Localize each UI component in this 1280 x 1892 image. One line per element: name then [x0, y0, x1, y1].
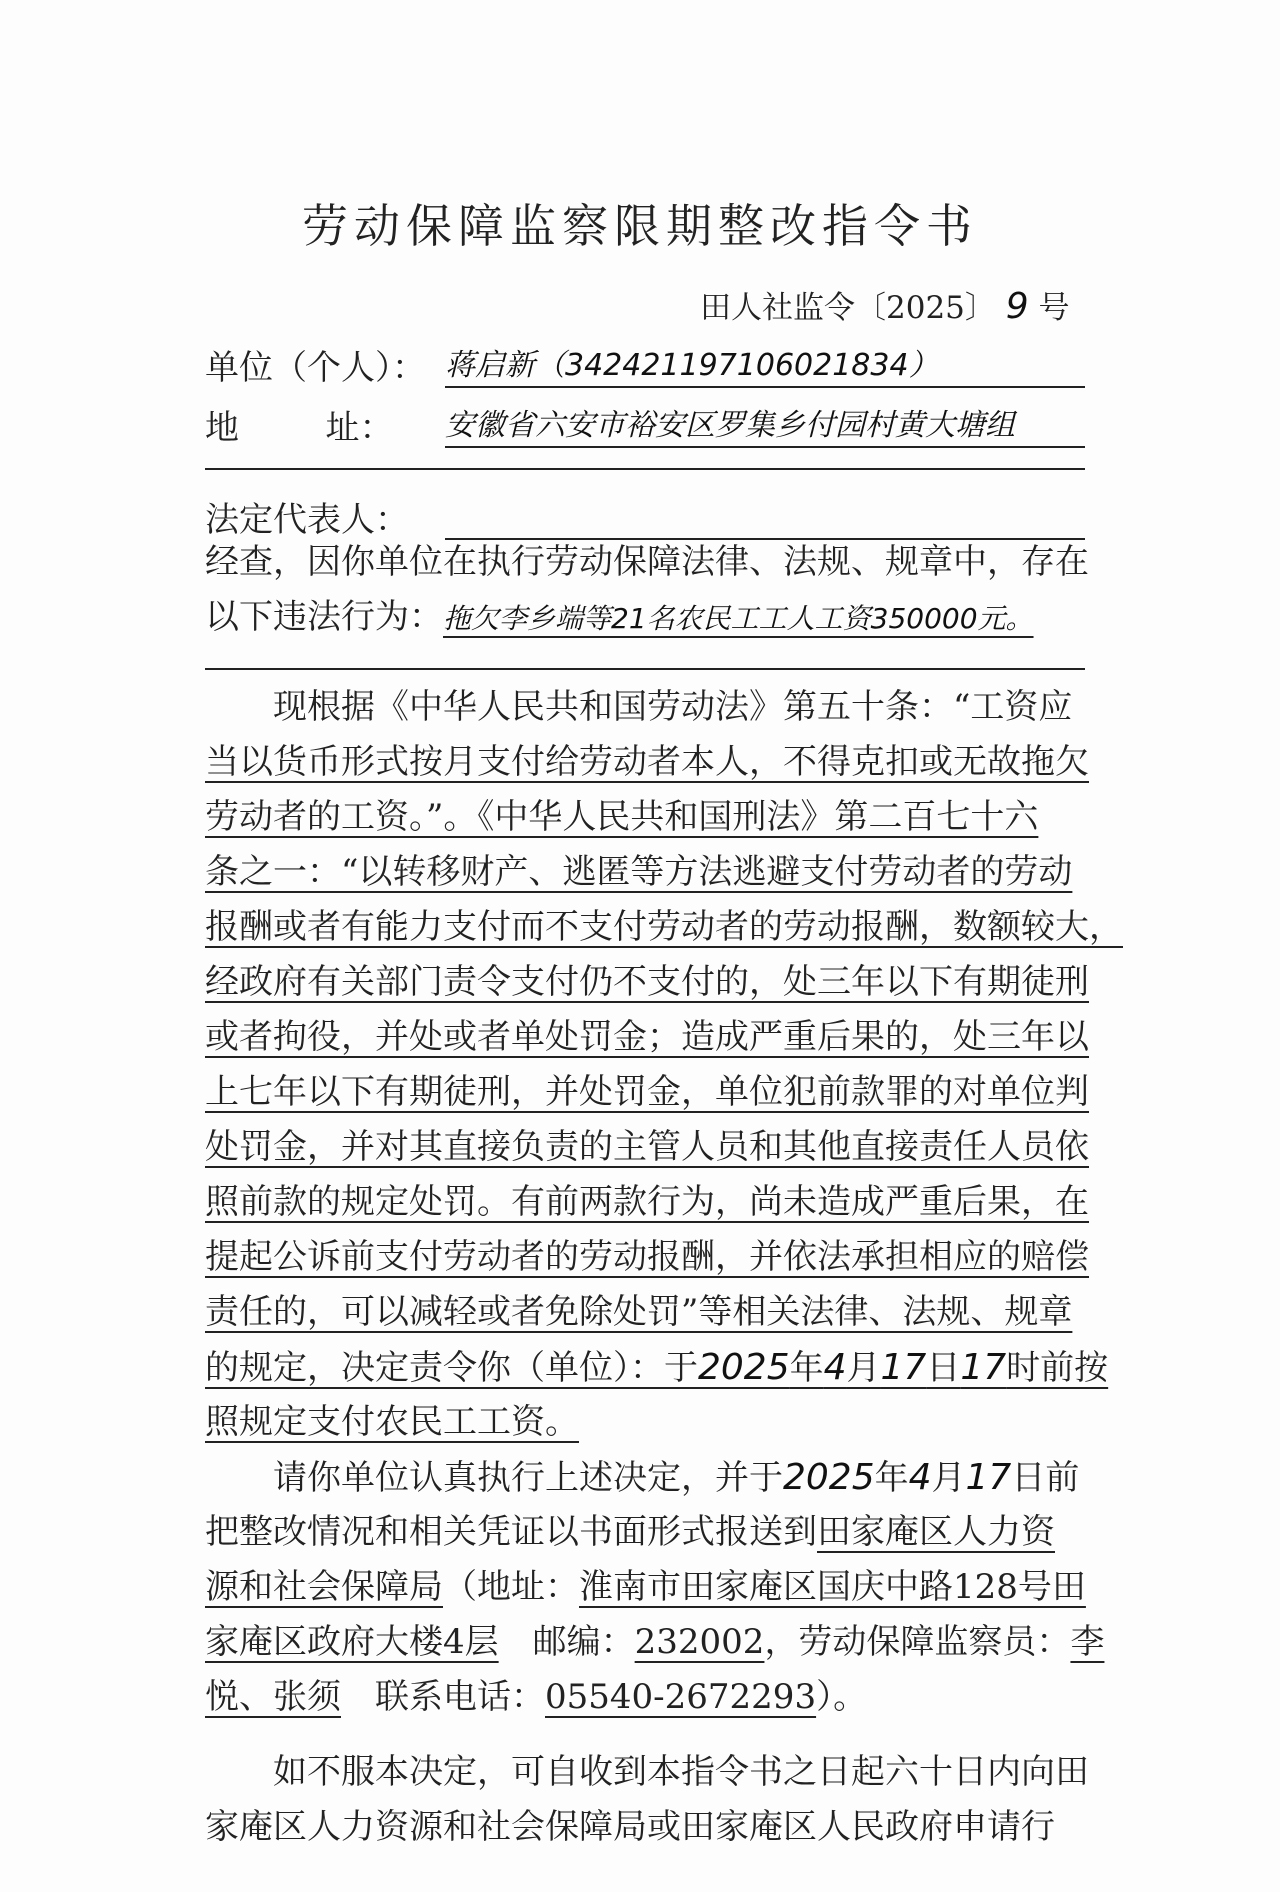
address-value: 安徽省六安市裕安区罗集乡付园村黄大塘组 — [445, 408, 1015, 443]
violation-value-line — [443, 590, 1034, 646]
report-line-4 — [205, 1615, 1105, 1670]
report-phone-label: 联系电话： — [375, 1677, 545, 1717]
report-agency-2: 源和社会保障局 — [205, 1567, 443, 1607]
basis-line-10: 照前款的规定处罚。有前两款行为，尚未造成严重后果，在 — [205, 1182, 1089, 1222]
deadline-year-unit: 年 — [789, 1348, 824, 1388]
deadline-month-unit: 月 — [846, 1348, 881, 1388]
report-end: ）。 — [816, 1677, 868, 1717]
deadline-day: 17 — [880, 1347, 927, 1388]
report-prefix: 请你单位认真执行上述决定，并于 — [273, 1458, 783, 1498]
deadline-hour: 17 — [960, 1347, 1007, 1388]
doc-number-suffix: 号 — [1038, 290, 1070, 326]
basis-line-11: 提起公诉前支付劳动者的劳动报酬，并依法承担相应的赔偿 — [205, 1237, 1089, 1277]
basis-line-8: 上七年以下有期徒刑，并处罚金，单位犯前款罪的对单位判 — [205, 1072, 1089, 1112]
report-inspector-label: ，劳动保障监察员： — [764, 1622, 1071, 1662]
doc-number-prefix: 田人社监令〔2025〕 — [700, 290, 996, 326]
basis-deadline-line — [205, 1340, 1109, 1395]
basis-line-3: 劳动者的工资。”。《中华人民共和国刑法》第二百七十六 — [205, 797, 1039, 837]
violation-continuation-line — [205, 668, 1085, 670]
report-addr-2: 家庵区政府大楼4层 — [205, 1622, 499, 1662]
doc-number-value: 9 — [1005, 286, 1029, 327]
finding-line-1: 经查，因你单位在执行劳动保障法律、法规、规章中，存在 — [205, 542, 1089, 582]
report-year-unit: 年 — [874, 1458, 909, 1498]
legal-rep-value-line — [445, 492, 1085, 540]
report-month: 4 — [908, 1457, 932, 1498]
basis-line-2: 当以货币形式按月支付给劳动者本人，不得克扣或无故拖欠 — [205, 742, 1089, 782]
report-day: 17 — [965, 1457, 1012, 1498]
report-year: 2025 — [783, 1457, 875, 1498]
address-field — [205, 400, 1015, 449]
unit-value: 蒋启新（342421197106021834） — [445, 348, 939, 383]
deadline-day-unit: 日 — [926, 1348, 961, 1388]
report-suffix: 日前 — [1011, 1458, 1080, 1498]
unit-field — [205, 340, 939, 389]
deadline-year: 2025 — [698, 1347, 790, 1388]
document-number — [700, 282, 1100, 327]
basis-last-text: 照规定支付农民工工资。 — [205, 1402, 579, 1442]
unit-value-line — [445, 340, 1085, 388]
report-zip: 232002 — [634, 1622, 765, 1662]
appeal-line-2: 家庵区人力资源和社会保障局或田家庵区人民政府申请行 — [205, 1807, 1055, 1847]
basis-line-9: 处罚金，并对其直接负责的主管人员和其他直接责任人员依 — [205, 1127, 1089, 1167]
basis-line — [205, 680, 1095, 735]
report-zip-label: 邮编： — [532, 1622, 635, 1662]
legal-rep-field — [205, 492, 409, 541]
report-addr-1: 淮南市田家庵区国庆中路128号田 — [579, 1567, 1086, 1607]
basis-line-1: 现根据《中华人民共和国劳动法》第五十条：“工资应 — [273, 687, 1073, 727]
legal-rep-label: 法定代表人： — [205, 500, 409, 540]
report-inspectors: 悦、张须 — [205, 1677, 341, 1717]
report-agency-1: 田家庵区人力资 — [817, 1512, 1055, 1552]
appeal-line-1 — [205, 1745, 1095, 1800]
appeal-paragraph — [205, 1745, 1095, 1855]
finding-line-2 — [205, 590, 1095, 645]
basis-line-12: 责任的，可以减轻或者免除处罚”等相关法律、法规、规章 — [205, 1292, 1073, 1332]
address-label: 地 址： — [205, 408, 394, 448]
report-line-3 — [205, 1560, 1095, 1615]
basis-line-4: 条之一：“以转移财产、逃匿等方法逃避支付劳动者的劳动 — [205, 852, 1073, 892]
appeal-line-1-text: 如不服本决定，可自收到本指令书之日起六十日内向田 — [273, 1752, 1089, 1792]
legal-basis-paragraph — [205, 680, 1123, 1450]
report-month-unit: 月 — [931, 1458, 966, 1498]
unit-label: 单位（个人）： — [205, 348, 426, 388]
report-line-1 — [205, 1450, 1095, 1505]
basis-line-5: 报酬或者有能力支付而不支付劳动者的劳动报酬，数额较大， — [205, 907, 1123, 947]
report-line-2 — [205, 1505, 1095, 1560]
report-line-5 — [205, 1670, 1095, 1725]
address-value-line — [445, 400, 1085, 448]
deadline-suffix: 时前按 — [1006, 1348, 1109, 1388]
report-inspector-1: 李 — [1070, 1622, 1105, 1662]
basis-line-7: 或者拘役，并处或者单处罚金；造成严重后果的，处三年以 — [205, 1017, 1089, 1057]
report-addr-label: （地址： — [443, 1567, 579, 1607]
violation-value: 拖欠李乡端等21名农民工工人工资350000元。 — [443, 602, 1034, 635]
document-title: 劳动保障监察限期整改指令书 — [302, 199, 978, 253]
finding-paragraph — [205, 535, 1095, 645]
report-paragraph — [205, 1450, 1105, 1725]
report-phone: 05540-2672293 — [545, 1677, 817, 1717]
report-line-2-prefix: 把整改情况和相关凭证以书面形式报送到 — [205, 1512, 817, 1552]
finding-label: 以下违法行为： — [205, 597, 443, 637]
address-continuation-line — [205, 468, 1085, 470]
deadline-prefix: 的规定，决定责令你（单位）：于 — [205, 1348, 698, 1388]
basis-last-line — [205, 1395, 1095, 1450]
basis-line-6: 经政府有关部门责令支付仍不支付的，处三年以下有期徒刑 — [205, 962, 1089, 1002]
deadline-month: 4 — [823, 1347, 847, 1388]
